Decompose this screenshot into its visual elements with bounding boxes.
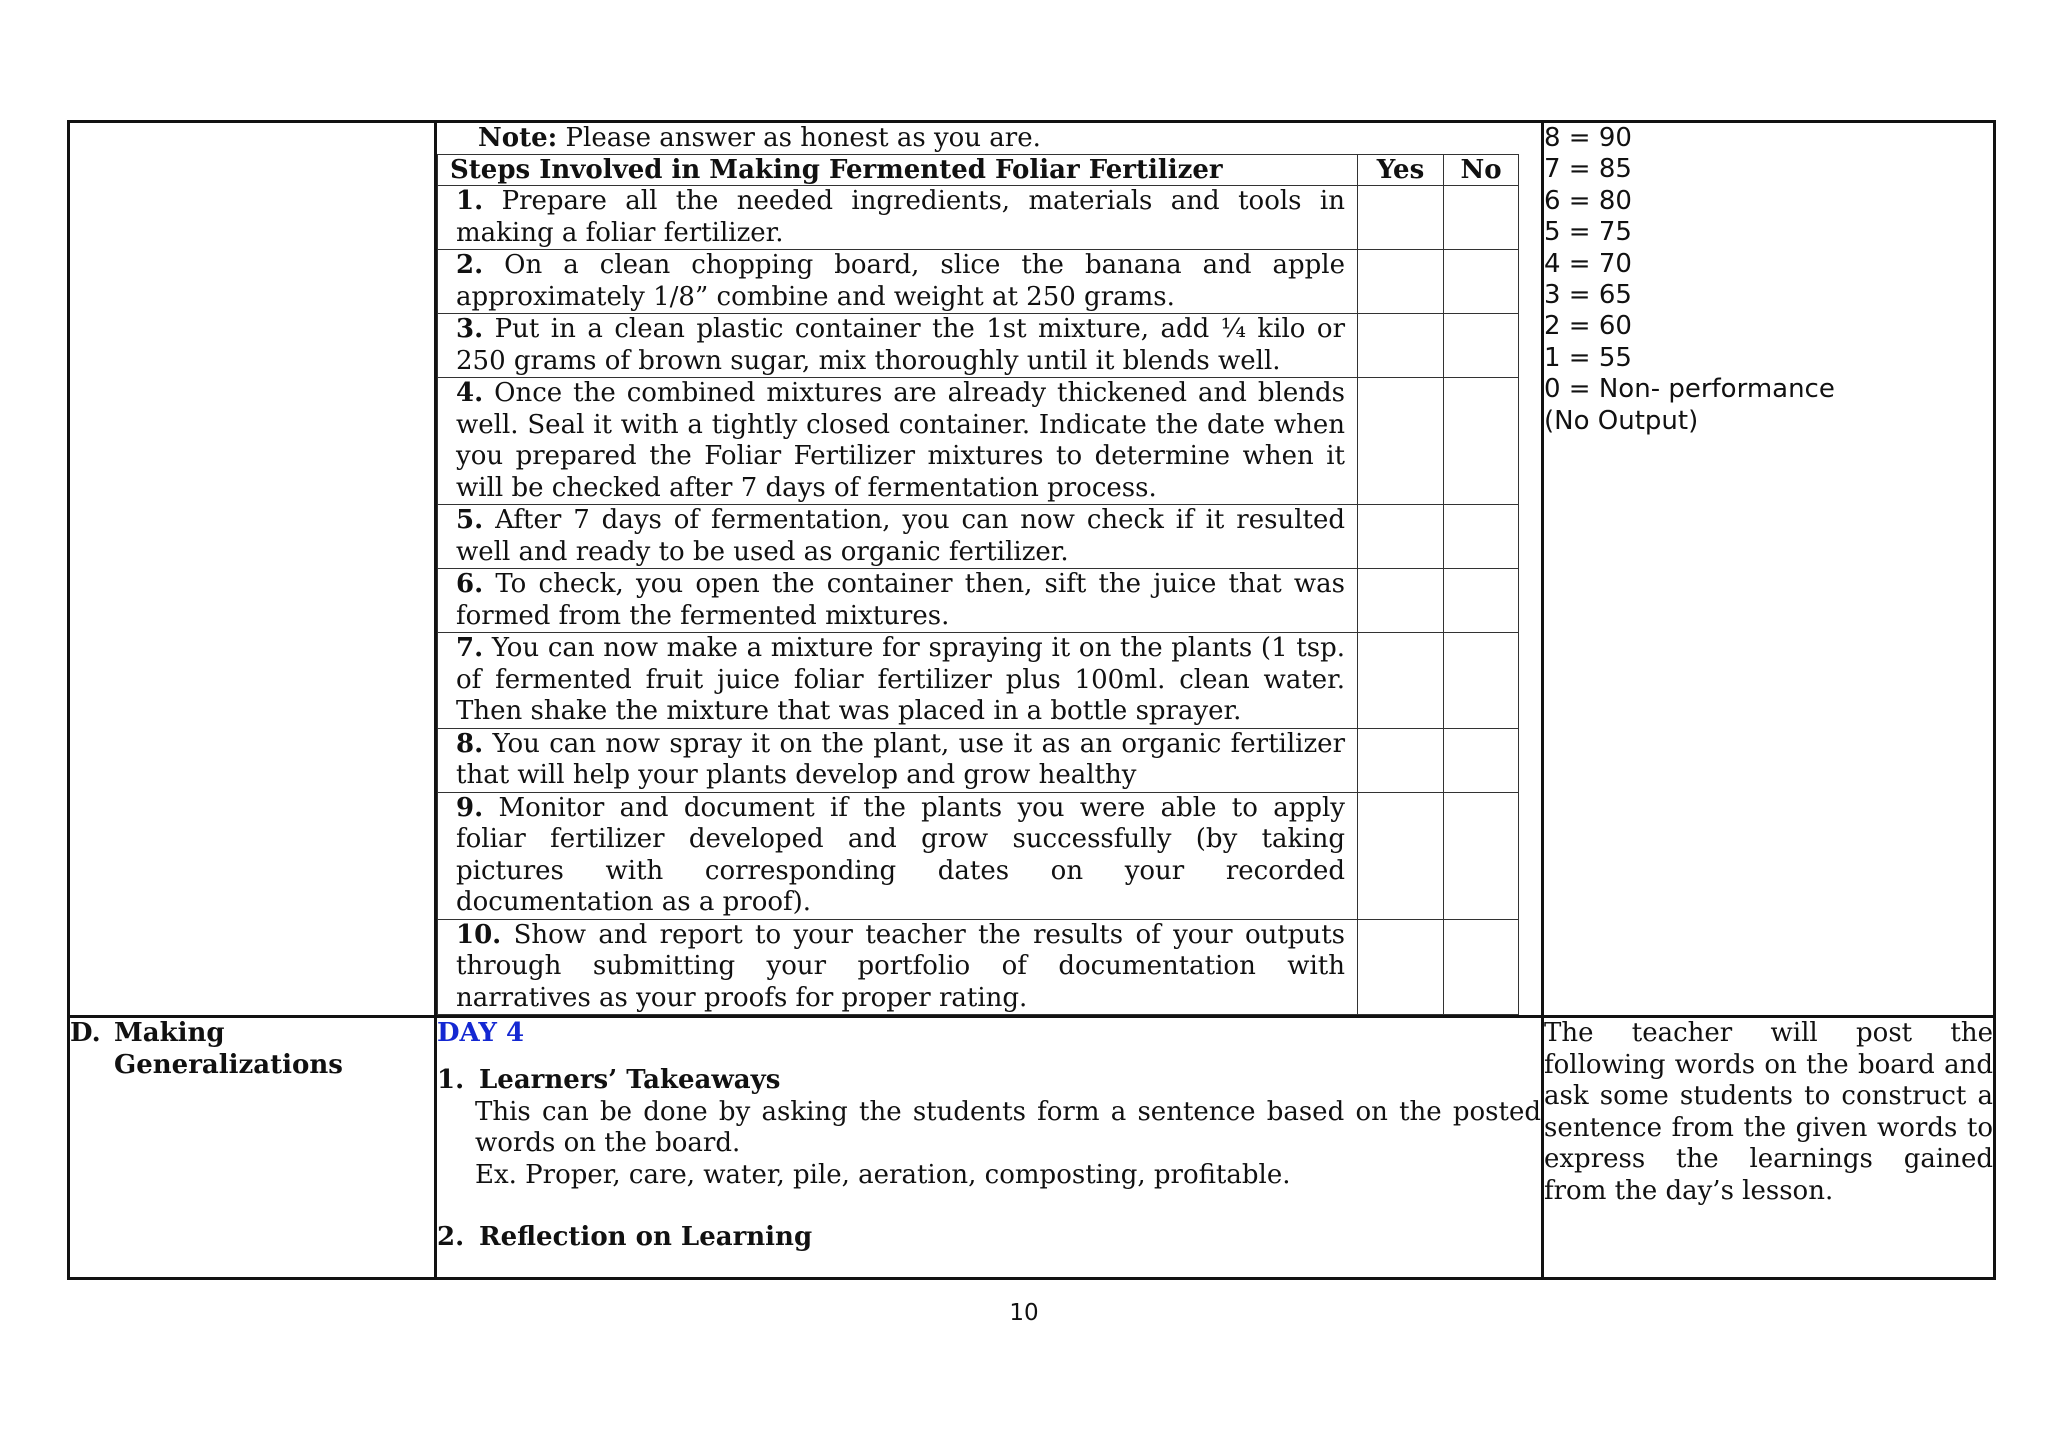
checklist-row [438,728,1519,792]
note-line [437,123,1541,154]
score-line: 8 = 90 [1544,123,1632,153]
checklist-row [438,919,1519,1015]
step-text [438,728,1358,792]
score-line: 6 = 80 [1544,185,1632,216]
no-checkbox-cell[interactable] [1444,792,1519,919]
step-number: 8. [456,728,484,759]
step-number: 6. [456,569,484,599]
takeaways-body: This can be done by asking the students form a sentence based on the posted words on the board. [475,1096,1541,1158]
step-text [438,378,1358,505]
section-label-making: Making [114,1018,225,1048]
yes-checkbox-cell[interactable] [1358,728,1444,792]
yes-checkbox-cell[interactable] [1358,186,1444,250]
step-text [438,314,1358,378]
step-number: 5. [456,505,484,535]
yes-checkbox-cell[interactable] [1358,792,1444,919]
step-description: You can now make a mixture for spraying it on the plants (1 tsp. of fermented fruit juice foliar fertilizer plus 100ml. clean water. Then shake the mixture that was placed in a bottle sprayer. [456,633,1345,726]
checklist-header-row [438,155,1519,186]
step-text [438,505,1358,569]
section-letter: D. [70,1018,101,1048]
reflection-title-line [437,1222,1541,1254]
step-description: Once the combined mixtures are already thickened and blends well. Seal it with a tightly closed container. Indicate the date when you prepared the Foliar Fertilizer mixtures to determine when it will be checked after 7 days of fermentation process. [456,378,1345,503]
no-checkbox-cell[interactable] [1444,569,1519,633]
no-header: No [1444,155,1519,186]
lesson-plan-table [67,120,1996,1280]
checklist-row [438,569,1519,633]
takeaways-number: 1. [437,1065,465,1095]
step-text [438,792,1358,919]
no-checkbox-cell[interactable] [1444,314,1519,378]
yes-checkbox-cell[interactable] [1358,378,1444,505]
checklist-row [438,792,1519,919]
score-line: 3 = 65 [1544,280,1632,311]
step-description: Put in a clean plastic container the 1st mixture, add ¼ kilo or 250 grams of brown sugar, mix thoroughly until it blends well. [456,314,1345,376]
step-text [438,250,1358,314]
no-checkbox-cell[interactable] [1444,728,1519,792]
step-description: You can now spray it on the plant, use it as an organic fertilizer that will help your plants develop and grow healthy [456,728,1345,790]
steps-checklist-table [437,154,1519,1015]
step-number: 7. [456,633,484,663]
step-number: 9. [456,792,484,823]
yes-checkbox-cell[interactable] [1358,250,1444,314]
step-number: 4. [456,378,484,408]
step-number: 2. [456,250,484,280]
page-number: 10 [1009,1300,1039,1326]
step-description: To check, you open the container then, sift the juice that was formed from the fermented mixtures. [456,569,1345,631]
takeaways-example: Ex. Proper, care, water, pile, aeration, composting, profitable. [475,1159,1291,1190]
step-text [438,569,1358,633]
score-line: 7 = 85 [1544,154,1632,185]
checklist-row [438,250,1519,314]
score-line: 2 = 60 [1544,311,1632,342]
checklist-row [438,314,1519,378]
spacer [437,1191,1541,1222]
note-text: Please answer as honest as you are. [557,123,1041,153]
section-label-line2: Generalizations [114,1049,343,1080]
lesson-row-generalizations [69,1017,1995,1279]
step-description: After 7 days of fermentation, you can now check if it resulted well and ready to be used as organic fertilizer. [456,505,1345,567]
steps-header: Steps Involved in Making Fermented Foliar Fertilizer [438,155,1358,186]
generalizations-cell [436,1017,1543,1279]
checklist-row [438,186,1519,250]
reflection-number: 2. [437,1222,465,1252]
step-text [438,186,1358,250]
score-line: 4 = 70 [1544,248,1632,279]
score-line: 5 = 75 [1544,217,1632,248]
yes-checkbox-cell[interactable] [1358,919,1444,1015]
takeaways-title: Learners’ Takeaways [479,1065,781,1095]
checklist-cell [436,122,1543,1017]
day-heading: DAY 4 [437,1018,525,1048]
scoring-cell [1543,122,1995,1017]
no-checkbox-cell[interactable] [1444,505,1519,569]
no-checkbox-cell[interactable] [1444,633,1519,729]
yes-checkbox-cell[interactable] [1358,314,1444,378]
teacher-note-cell: The teacher will post the following words on the board and ask some students to construct a sentence from the given words to express the learnings gained from the day’s lesson. [1543,1017,1995,1279]
yes-header: Yes [1358,155,1444,186]
score-line: (No Output) [1544,405,1699,436]
checklist-row [438,378,1519,505]
step-description: Monitor and document if the plants you were able to apply foliar fertilizer developed and grow successfully (by taking pictures with corresponding dates on your recorded documentation as a proof). [456,792,1345,917]
score-line: 0 = Non- performance [1544,374,1835,405]
reflection-title: Reflection on Learning [479,1222,813,1252]
checklist-row [438,505,1519,569]
note-label: Note: [478,123,558,153]
yes-checkbox-cell[interactable] [1358,505,1444,569]
step-number: 3. [456,314,484,344]
no-checkbox-cell[interactable] [1444,919,1519,1015]
step-text [438,919,1358,1015]
yes-checkbox-cell[interactable] [1358,633,1444,729]
section-label-cell [69,1017,436,1279]
no-checkbox-cell[interactable] [1444,186,1519,250]
no-checkbox-cell[interactable] [1444,378,1519,505]
row-label-cell-empty [69,122,436,1017]
step-text [438,633,1358,729]
no-checkbox-cell[interactable] [1444,250,1519,314]
step-number: 1. [456,186,484,216]
checklist-row [438,633,1519,729]
step-description: On a clean chopping board, slice the banana and apple approximately 1/8” combine and weight at 250 grams. [456,250,1345,312]
section-label-line1 [70,1018,434,1050]
step-description: Show and report to your teacher the results of your outputs through submitting your portfolio of documentation with narratives as your proofs for proper rating. [456,919,1345,1013]
step-description: Prepare all the needed ingredients, materials and tools in making a foliar fertilizer. [456,186,1345,248]
takeaways-title-line [437,1065,1541,1097]
yes-checkbox-cell[interactable] [1358,569,1444,633]
lesson-row-checklist [69,122,1995,1017]
score-line: 1 = 55 [1544,342,1632,373]
step-number: 10. [456,919,502,950]
